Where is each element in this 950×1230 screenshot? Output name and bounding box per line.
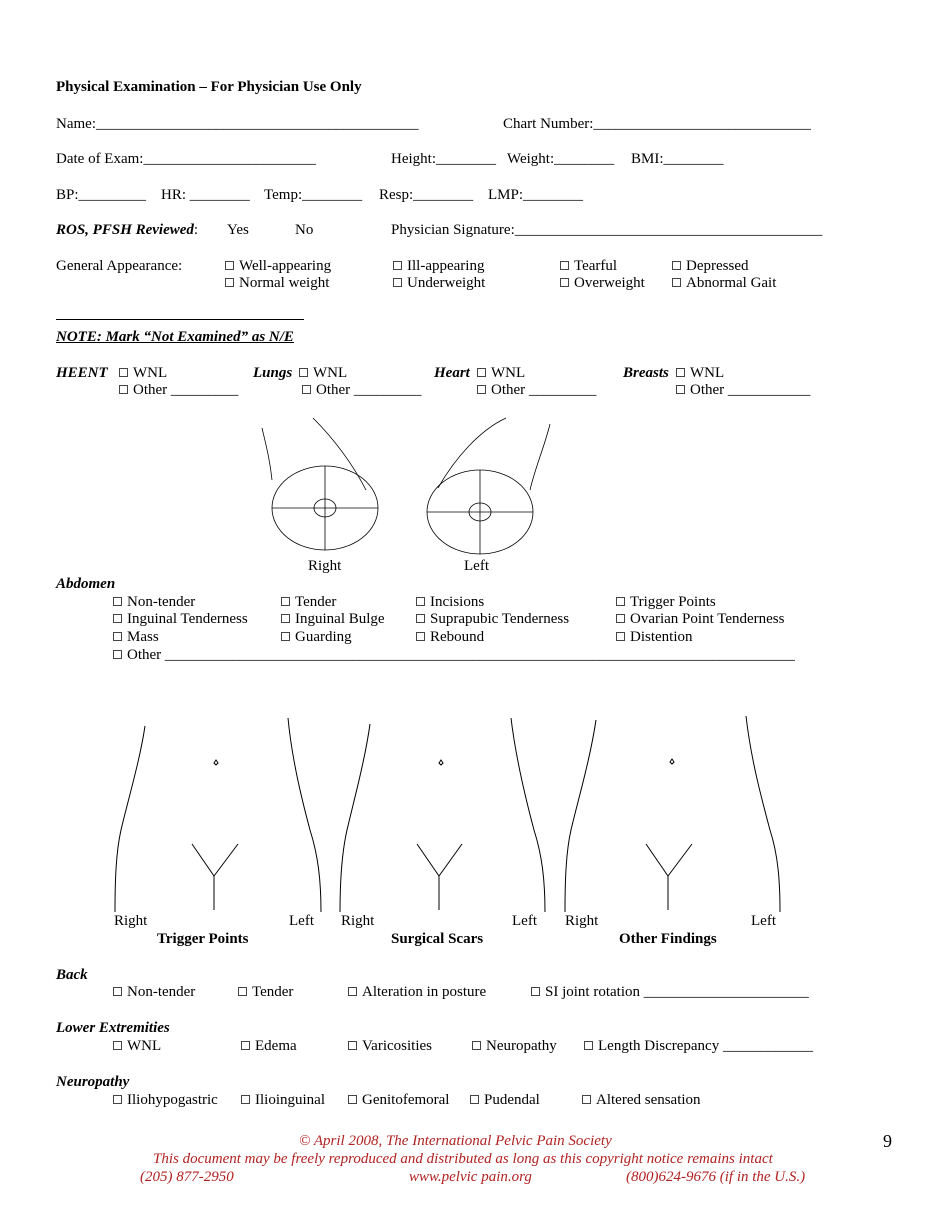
lmp-field[interactable]: LMP:________ <box>488 187 584 203</box>
diagram3-caption: Other Findings <box>619 931 717 947</box>
ros-label: ROS, PFSH Reviewed <box>56 222 194 238</box>
checkbox-icon <box>302 385 311 394</box>
footer-phone-us: (800)624-9676 (if in the U.S.) <box>626 1169 806 1185</box>
checkbox-icon <box>225 278 234 287</box>
checkbox-icon <box>241 1041 250 1050</box>
footer-copyright: © April 2008, The International Pelvic Pain Society <box>299 1133 612 1149</box>
ros-no-option[interactable]: No <box>295 222 314 238</box>
checkbox-icon <box>113 632 122 641</box>
checkbox-back-posture[interactable]: Alteration in posture <box>348 983 486 1001</box>
torso-outline-left-3 <box>746 716 780 912</box>
checkbox-heart-other[interactable]: Other _________ <box>477 381 596 399</box>
checkbox-icon <box>582 1095 591 1104</box>
checkbox-icon <box>348 987 357 996</box>
checkbox-overweight[interactable]: Overweight <box>560 274 645 292</box>
right-breast-outline-upper <box>313 418 366 490</box>
checkbox-icon <box>113 1095 122 1104</box>
footer-phone: (205) 877-2950 <box>140 1169 234 1185</box>
navel-1 <box>214 760 218 765</box>
checkbox-abd-other[interactable]: Other ____________________________________________________________________________________ <box>113 646 795 664</box>
checkbox-abd-inguinal-bulge[interactable]: Inguinal Bulge <box>281 610 385 628</box>
checkbox-abd-rebound[interactable]: Rebound <box>416 628 484 646</box>
right-breast-outline <box>262 428 272 480</box>
checkbox-icon <box>470 1095 479 1104</box>
checkbox-normal-weight[interactable]: Normal weight <box>225 274 329 292</box>
checkbox-icon <box>393 278 402 287</box>
checkbox-icon <box>241 1095 250 1104</box>
checkbox-icon <box>616 614 625 623</box>
checkbox-icon <box>560 278 569 287</box>
navel-2 <box>439 760 443 765</box>
section-divider <box>56 319 304 320</box>
checkbox-underweight[interactable]: Underweight <box>393 274 485 292</box>
left-breast-circle <box>427 470 533 554</box>
checkbox-abd-mass[interactable]: Mass <box>113 628 159 646</box>
checkbox-icon <box>616 597 625 606</box>
ros-colon: : <box>193 222 199 238</box>
checkbox-icon <box>113 650 122 659</box>
diagram2-right-label: Right <box>341 913 375 929</box>
diagram1-right-label: Right <box>114 913 148 929</box>
checkbox-icon <box>531 987 540 996</box>
bmi-field[interactable]: BMI:________ <box>631 151 724 167</box>
checkbox-abd-suprapubic[interactable]: Suprapubic Tenderness <box>416 610 569 628</box>
checkbox-np-genitofemoral[interactable]: Genitofemoral <box>348 1091 449 1109</box>
checkbox-abd-trigger-points[interactable]: Trigger Points <box>616 593 716 611</box>
right-breast-circle <box>272 466 378 550</box>
page-title: Physical Examination – For Physician Use Only <box>56 79 362 95</box>
torso-outline-right-3 <box>565 720 596 912</box>
checkbox-np-ilioinguinal[interactable]: Ilioinguinal <box>241 1091 325 1109</box>
torso-outline-right-1 <box>115 726 145 912</box>
checkbox-lungs-other[interactable]: Other _________ <box>302 381 421 399</box>
checkbox-icon <box>672 261 681 270</box>
torso-outline-right-2 <box>340 724 370 912</box>
breast-left-label: Left <box>464 558 489 574</box>
hr-field[interactable]: HR: ________ <box>161 187 250 203</box>
checkbox-icon <box>560 261 569 270</box>
checkbox-icon <box>477 385 486 394</box>
checkbox-breasts-wnl[interactable]: WNL <box>676 364 724 382</box>
torso-outline-left-1 <box>288 718 321 912</box>
neuropathy-label: Neuropathy <box>56 1074 130 1090</box>
checkbox-depressed[interactable]: Depressed <box>672 257 748 275</box>
checkbox-icon <box>348 1095 357 1104</box>
diagram3-right-label: Right <box>565 913 599 929</box>
checkbox-icon <box>416 632 425 641</box>
bp-field[interactable]: BP:_________ <box>56 187 147 203</box>
ros-yes-option[interactable]: Yes <box>227 222 249 238</box>
checkbox-abd-inguinal-tenderness[interactable]: Inguinal Tenderness <box>113 610 248 628</box>
left-breast-outline-upper <box>438 418 506 488</box>
right-areola <box>314 499 336 517</box>
checkbox-icon <box>676 385 685 394</box>
checkbox-le-neuropathy[interactable]: Neuropathy <box>472 1037 557 1055</box>
diagram2-left-label: Left <box>512 913 537 929</box>
checkbox-lungs-wnl[interactable]: WNL <box>299 364 347 382</box>
checkbox-icon <box>477 368 486 377</box>
lower-extremities-label: Lower Extremities <box>56 1020 170 1036</box>
checkbox-tearful[interactable]: Tearful <box>560 257 617 275</box>
checkbox-icon <box>113 597 122 606</box>
footer-website[interactable]: www.pelvic pain.org <box>409 1169 532 1185</box>
checkbox-icon <box>616 632 625 641</box>
checkbox-ill-appearing[interactable]: Ill-appearing <box>393 257 484 275</box>
left-breast-outline <box>530 424 550 490</box>
diagram3-left-label: Left <box>751 913 776 929</box>
physician-signature-field[interactable]: Physician Signature:_________________________________________ <box>391 222 823 238</box>
pubic-mark-1 <box>192 844 238 910</box>
height-field[interactable]: Height:________ <box>391 151 496 167</box>
heent-label: HEENT <box>56 365 108 381</box>
checkbox-np-altered-sensation[interactable]: Altered sensation <box>582 1091 701 1109</box>
date-of-exam-field[interactable]: Date of Exam:_______________________ <box>56 151 316 167</box>
checkbox-icon <box>676 368 685 377</box>
checkbox-icon <box>113 1041 122 1050</box>
abdomen-label: Abdomen <box>56 576 116 592</box>
breasts-label: Breasts <box>623 365 669 381</box>
diagram2-caption: Surgical Scars <box>391 931 484 947</box>
checkbox-icon <box>348 1041 357 1050</box>
checkbox-icon <box>584 1041 593 1050</box>
general-appearance-label: General Appearance: <box>56 258 183 274</box>
weight-field[interactable]: Weight:________ <box>507 151 615 167</box>
checkbox-breasts-other[interactable]: Other ___________ <box>676 381 810 399</box>
diagram1-left-label: Left <box>289 913 314 929</box>
checkbox-abd-incisions[interactable]: Incisions <box>416 593 484 611</box>
temp-field[interactable]: Temp:________ <box>264 187 363 203</box>
checkbox-le-length-discrepancy[interactable]: Length Discrepancy ____________ <box>584 1037 813 1055</box>
torso-outline-left-2 <box>511 718 545 912</box>
checkbox-icon <box>416 597 425 606</box>
checkbox-icon <box>672 278 681 287</box>
checkbox-abd-guarding[interactable]: Guarding <box>281 628 352 646</box>
resp-field[interactable]: Resp:________ <box>379 187 474 203</box>
chart-number-field[interactable]: Chart Number:_____________________________ <box>503 116 811 132</box>
checkbox-icon <box>299 368 308 377</box>
checkbox-icon <box>119 385 128 394</box>
checkbox-heent-other[interactable]: Other _________ <box>119 381 238 399</box>
heart-label: Heart <box>434 365 470 381</box>
checkbox-heent-wnl[interactable]: WNL <box>119 364 167 382</box>
breast-right-label: Right <box>308 558 342 574</box>
checkbox-abd-non-tender[interactable]: Non-tender <box>113 593 195 611</box>
checkbox-abd-tender[interactable]: Tender <box>281 593 336 611</box>
checkbox-heart-wnl[interactable]: WNL <box>477 364 525 382</box>
checkbox-icon <box>119 368 128 377</box>
ros-reviewed <box>56 221 198 239</box>
checkbox-le-wnl[interactable]: WNL <box>113 1037 161 1055</box>
checkbox-le-edema[interactable]: Edema <box>241 1037 297 1055</box>
checkbox-icon <box>281 632 290 641</box>
page-number: 9 <box>883 1131 892 1151</box>
checkbox-icon <box>225 261 234 270</box>
checkbox-icon <box>113 987 122 996</box>
not-examined-note: NOTE: Mark “Not Examined” as N/E <box>56 329 294 345</box>
checkbox-back-tender[interactable]: Tender <box>238 983 293 1001</box>
checkbox-icon <box>238 987 247 996</box>
checkbox-abnormal-gait[interactable]: Abnormal Gait <box>672 274 776 292</box>
checkbox-icon <box>416 614 425 623</box>
diagram1-caption: Trigger Points <box>157 931 249 947</box>
checkbox-icon <box>113 614 122 623</box>
checkbox-np-pudendal[interactable]: Pudendal <box>470 1091 540 1109</box>
checkbox-icon <box>281 614 290 623</box>
checkbox-abd-ovarian-point[interactable]: Ovarian Point Tenderness <box>616 610 784 628</box>
left-areola <box>469 503 491 521</box>
pubic-mark-3 <box>646 844 692 910</box>
checkbox-icon <box>281 597 290 606</box>
back-label: Back <box>56 967 88 983</box>
checkbox-le-varicosities[interactable]: Varicosities <box>348 1037 432 1055</box>
footer-notice: This document may be freely reproduced and distributed as long as this copyright notice remains intact <box>153 1151 773 1167</box>
navel-3 <box>670 759 674 764</box>
checkbox-well-appearing[interactable]: Well-appearing <box>225 257 331 275</box>
checkbox-back-non-tender[interactable]: Non-tender <box>113 983 195 1001</box>
name-field[interactable]: Name:___________________________________________ <box>56 116 419 132</box>
lungs-label: Lungs <box>253 365 293 381</box>
checkbox-back-si-joint[interactable]: SI joint rotation ______________________ <box>531 983 809 1001</box>
checkbox-np-iliohypogastric[interactable]: Iliohypogastric <box>113 1091 218 1109</box>
checkbox-icon <box>472 1041 481 1050</box>
checkbox-icon <box>393 261 402 270</box>
pubic-mark-2 <box>417 844 462 910</box>
checkbox-abd-distention[interactable]: Distention <box>616 628 693 646</box>
